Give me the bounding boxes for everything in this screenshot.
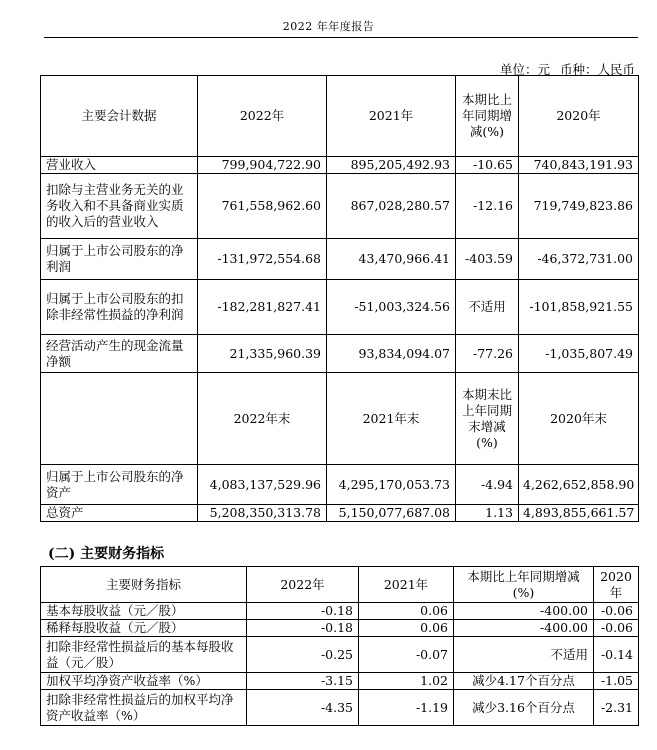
value-change: 减少3.16个百分点 [454, 690, 594, 726]
value-2022: -4.35 [247, 690, 359, 726]
page-header: 2022 年年度报告 [282, 20, 375, 33]
value-2021: -0.07 [359, 637, 454, 673]
value-2022: 799,904,722.90 [198, 157, 327, 174]
value-2022: -182,281,827.41 [198, 280, 327, 335]
table-header-row [41, 76, 639, 157]
value-2020: 4,893,855,661.57 [519, 505, 639, 522]
value-change: 1.13 [456, 505, 519, 522]
header-cell: 2021年 [327, 76, 456, 157]
unit-label: 单位：元 [499, 62, 550, 77]
header-cell: 主要财务指标 [41, 567, 247, 603]
row-label: 扣除非经常性损益后的加权平均净资产收益率（%） [41, 690, 247, 726]
value-2021: 1.02 [359, 673, 454, 690]
value-2022: -0.18 [247, 603, 359, 620]
value-2022: -131,972,554.68 [198, 239, 327, 280]
section-title: (二) 主要财务指标 [48, 546, 165, 562]
header-cell: 本期末比上年同期末增减(%) [456, 373, 519, 465]
value-2021: 867,028,280.57 [327, 174, 456, 239]
table-row [41, 673, 639, 690]
value-2022: -0.18 [247, 620, 359, 637]
value-2020: -0.14 [594, 637, 639, 673]
header-cell: 2021年末 [327, 373, 456, 465]
header-cell: 2020年 [594, 567, 639, 603]
table-row [41, 335, 639, 373]
value-2021: 5,150,077,687.08 [327, 505, 456, 522]
value-2021: 4,295,170,053.73 [327, 465, 456, 505]
table-row [41, 157, 639, 174]
table-row [41, 690, 639, 726]
value-2021: 0.06 [359, 620, 454, 637]
value-2022: 5,208,350,313.78 [198, 505, 327, 522]
table-row [41, 280, 639, 335]
value-2022: 4,083,137,529.96 [198, 465, 327, 505]
row-label: 经营活动产生的现金流量净额 [41, 335, 198, 373]
value-2020: -46,372,731.00 [519, 239, 639, 280]
value-2020: 4,262,652,858.90 [519, 465, 639, 505]
row-label: 稀释每股收益（元／股） [41, 620, 247, 637]
value-2020: 740,843,191.93 [519, 157, 639, 174]
financial-indicators-table [40, 566, 639, 726]
value-2022: -3.15 [247, 673, 359, 690]
table-row [41, 637, 639, 673]
header-cell: 2022年 [247, 567, 359, 603]
value-2020: -101,858,921.55 [519, 280, 639, 335]
row-label: 加权平均净资产收益率（%） [41, 673, 247, 690]
row-label: 扣除非经常性损益后的基本每股收益（元／股） [41, 637, 247, 673]
value-2020: -0.06 [594, 603, 639, 620]
value-2021: 93,834,094.07 [327, 335, 456, 373]
header-cell: 2022年末 [198, 373, 327, 465]
value-change: 不适用 [454, 637, 594, 673]
value-2022: 761,558,962.60 [198, 174, 327, 239]
value-change: -4.94 [456, 465, 519, 505]
row-label: 营业收入 [41, 157, 198, 174]
row-label: 基本每股收益（元／股） [41, 603, 247, 620]
value-2020: -2.31 [594, 690, 639, 726]
value-2022: -0.25 [247, 637, 359, 673]
value-change: -12.16 [456, 174, 519, 239]
header-cell: 本期比上年同期增减(%) [456, 76, 519, 157]
value-2020: -0.06 [594, 620, 639, 637]
header-cell: 2022年 [198, 76, 327, 157]
row-label: 归属于上市公司股东的净利润 [41, 239, 198, 280]
accounting-data-table [40, 75, 639, 522]
header-cell: 2020年 [519, 76, 639, 157]
value-change: -400.00 [454, 603, 594, 620]
header-cell: 2021年 [359, 567, 454, 603]
value-2020: -1,035,807.49 [519, 335, 639, 373]
value-change: -77.26 [456, 335, 519, 373]
value-2021: 0.06 [359, 603, 454, 620]
table-header-row [41, 567, 639, 603]
value-change: 减少4.17个百分点 [454, 673, 594, 690]
header-rule [44, 37, 638, 38]
table-row [41, 603, 639, 620]
value-2020: -1.05 [594, 673, 639, 690]
header-cell: 主要会计数据 [41, 76, 198, 157]
table-row [41, 505, 639, 522]
value-2021: -1.19 [359, 690, 454, 726]
value-change: -400.00 [454, 620, 594, 637]
value-change: -403.59 [456, 239, 519, 280]
currency-label: 币种：人民币 [559, 62, 635, 77]
value-2021: 895,205,492.93 [327, 157, 456, 174]
value-2021: 43,470,966.41 [327, 239, 456, 280]
table-row [41, 174, 639, 239]
value-change: 不适用 [456, 280, 519, 335]
header-cell [41, 373, 198, 465]
table-row [41, 620, 639, 637]
row-label: 归属于上市公司股东的扣除非经常性损益的净利润 [41, 280, 198, 335]
row-label: 归属于上市公司股东的净资产 [41, 465, 198, 505]
row-label: 扣除与主营业务无关的业务收入和不具备商业实质的收入后的营业收入 [41, 174, 198, 239]
value-change: -10.65 [456, 157, 519, 174]
table-subheader-row [41, 373, 639, 465]
value-2022: 21,335,960.39 [198, 335, 327, 373]
row-label: 总资产 [41, 505, 198, 522]
value-2020: 719,749,823.86 [519, 174, 639, 239]
header-cell: 本期比上年同期增减(%) [454, 567, 594, 603]
header-cell: 2020年末 [519, 373, 639, 465]
table-row [41, 239, 639, 280]
table-row [41, 465, 639, 505]
value-2021: -51,003,324.56 [327, 280, 456, 335]
